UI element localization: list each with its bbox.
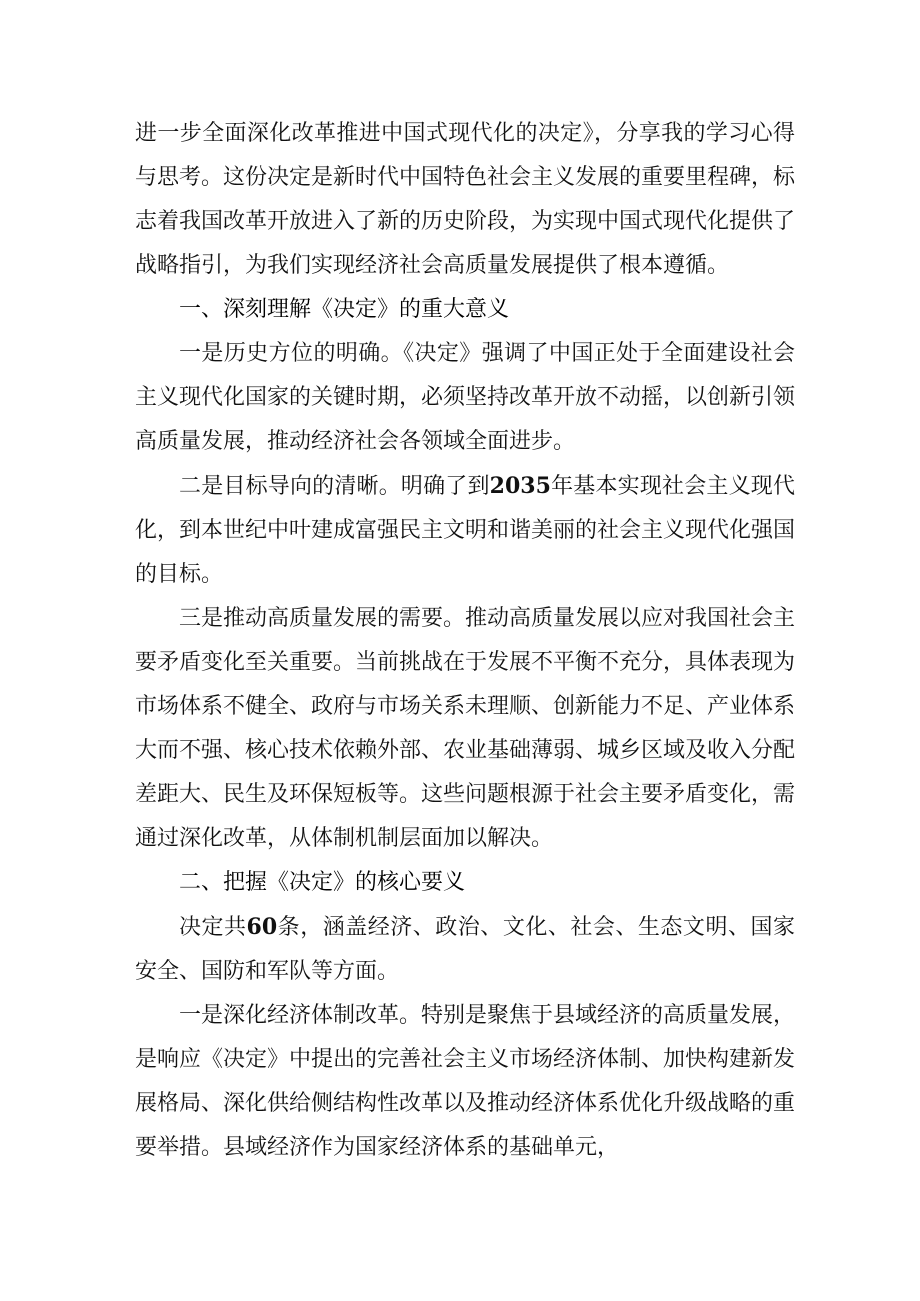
paragraph-text-after: 条，涵盖经济、政治、文化、社会、生态文明、国家安全、国防和军队等方面。: [135, 915, 795, 984]
document-body: [135, 112, 795, 1170]
article-count-number: 60: [246, 914, 278, 940]
body-paragraph-historical-position: 一是历史方位的明确。《决定》强调了中国正处于全面建设社会主义现代化国家的关键时期，必须坚持改革开放不动摇，以创新引领高质量发展，推动经济社会各领域全面进步。: [135, 341, 796, 454]
paragraph-text-before: 决定共: [179, 915, 247, 940]
body-paragraph-high-quality-development: 三是推动高质量发展的需要。推动高质量发展以应对我国社会主要矛盾变化至关重要。当前挑战在于发展不平衡不充分，具体表现为市场体系不健全、政府与市场关系未理顺、创新能力不足、产业体系大而不强、核心技术依赖外部、农业基础薄弱、城乡区域及收入分配差距大、民生及环保短板等。这些问题根源于社会主要矛盾变化，需通过深化改革，从体制机制层面加以解决。: [135, 606, 796, 851]
body-paragraph-economic-reform: 一是深化经济体制改革。特别是聚焦于县域经济的高质量发展，是响应《决定》中提出的完善社会主义市场经济体制、加快构建新发展格局、深化供给侧结构性改革以及推动经济体系优化升级战略的重要举措。县域经济作为国家经济体系的基础单元，: [135, 1003, 796, 1160]
paragraph-text-after: 年基本实现社会主义现代化，到本世纪中叶建成富强民主文明和谐美丽的社会主义现代化强国的目标。: [135, 474, 796, 587]
body-paragraph-goal-orientation: [135, 464, 795, 597]
section-heading-1: 一、深刻理解《决定》的重大意义: [179, 297, 510, 322]
paragraph-text-before: 二是目标导向的清晰。明确了到: [179, 474, 490, 499]
body-paragraph-article-count: [135, 905, 795, 994]
intro-paragraph: 进一步全面深化改革推进中国式现代化的决定》，分享我的学习心得与思考。这份决定是新时代中国特色社会主义发展的重要里程碑，标志着我国改革开放进入了新的历史阶段，为实现中国式现代化提供了战略指引，为我们实现经济社会高质量发展提供了根本遵循。: [135, 121, 796, 278]
section-heading-2: 二、把握《决定》的核心要义: [179, 870, 466, 895]
year-number: 2035: [489, 473, 551, 499]
